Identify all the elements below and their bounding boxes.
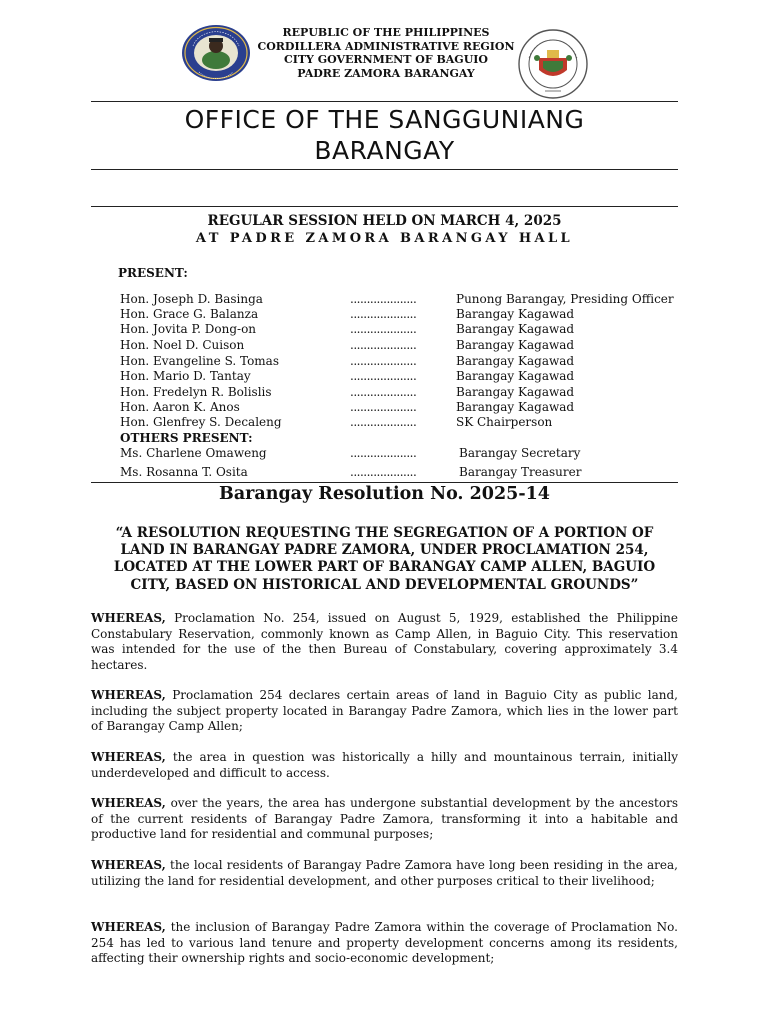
attendee-role: SK Chairperson <box>456 415 553 429</box>
leader-dots: .................... <box>350 292 417 306</box>
attendee-name: Ms. Charlene Omaweng <box>120 446 267 460</box>
session-date: REGULAR SESSION HELD ON MARCH 4, 2025 <box>207 213 562 229</box>
attendee-role: Barangay Kagawad <box>456 385 575 399</box>
whereas-text: the local residents of Barangay Padre Zamora have long been residing in the area, utilizing the land for residential development, and other purposes critical to their livelihood; <box>91 858 678 888</box>
attendee-name: Hon. Noel D. Cuison <box>120 338 245 352</box>
other-attendee-row <box>0 465 768 481</box>
whereas-label: WHEREAS, <box>91 611 166 625</box>
attendee-role: Barangay Kagawad <box>456 354 575 368</box>
letterhead-line: CITY GOVERNMENT OF BAGUIO <box>283 53 489 66</box>
attendee-name: Hon. Mario D. Tantay <box>120 369 251 383</box>
office-title-line: BARANGAY <box>314 136 455 165</box>
session-heading <box>91 212 678 248</box>
attendee-role: Barangay Kagawad <box>456 322 575 336</box>
attendee-name: Hon. Fredelyn R. Bolislis <box>120 385 272 399</box>
whereas-text: the area in question was historically a hilly and mountainous terrain, initially underdeveloped and difficult to access. <box>91 750 678 780</box>
whereas-label: WHEREAS, <box>91 688 166 702</box>
letterhead-line: REPUBLIC OF THE PHILIPPINES <box>282 26 490 39</box>
other-attendee-row <box>0 446 768 462</box>
whereas-clause <box>91 611 678 673</box>
barangay-seal-icon <box>181 24 251 82</box>
whereas-clause <box>91 688 678 735</box>
attendee-role: Barangay Secretary <box>459 446 581 460</box>
office-title <box>91 104 678 166</box>
leader-dots: .................... <box>350 354 417 368</box>
attendee-row <box>0 415 768 431</box>
header-rule-top <box>91 101 678 102</box>
leader-dots: .................... <box>350 385 417 399</box>
attendee-name: Hon. Glenfrey S. Decaleng <box>120 415 282 429</box>
whereas-text: the inclusion of Barangay Padre Zamora within the coverage of Proclamation No. 254 has led to various land tenure and property development concerns among its residents, affecting their ownership rights and socio-economic development; <box>91 920 678 966</box>
baguio-city-seal-icon <box>517 28 589 100</box>
resolution-number: Barangay Resolution No. 2025-14 <box>219 484 550 504</box>
attendance-rule <box>91 482 678 483</box>
leader-dots: .................... <box>350 338 417 352</box>
attendee-name: Hon. Jovita P. Dong-on <box>120 322 257 336</box>
leader-dots: .................... <box>350 446 417 460</box>
attendee-row <box>0 385 768 401</box>
leader-dots: .................... <box>350 465 417 479</box>
attendee-role: Barangay Kagawad <box>456 338 575 352</box>
whereas-clause <box>91 796 678 843</box>
attendee-row <box>0 400 768 416</box>
session-venue: AT PADRE ZAMORA BARANGAY HALL <box>195 231 574 246</box>
leader-dots: .................... <box>350 400 417 414</box>
resolution-title: “A RESOLUTION REQUESTING THE SEGREGATION OF A PORTION OF LAND IN BARANGAY PADRE ZAMORA, UNDER PROCLAMATION 254, LOCATED AT THE LOWER PART OF BARANGAY CAMP ALLEN, BAGUIO CITY, BASED ON HISTORICAL AND DEVELOPMENTAL GROUNDS” <box>113 525 656 593</box>
attendee-role: Barangay Kagawad <box>456 369 575 383</box>
whereas-clause <box>91 858 678 889</box>
whereas-label: WHEREAS, <box>91 858 166 872</box>
attendee-name: Hon. Grace G. Balanza <box>120 307 259 321</box>
office-title-line: OFFICE OF THE SANGGUNIANG <box>184 105 585 134</box>
leader-dots: .................... <box>350 307 417 321</box>
leader-dots: .................... <box>350 415 417 429</box>
whereas-text: Proclamation No. 254, issued on August 5, 1929, established the Philippine Constabulary Reservation, commonly known as Camp Allen, in Baguio City. This reservation was intended for the use of the then Bureau of Constabulary, covering approximately 3.4 hectares. <box>91 611 678 672</box>
letterhead-text <box>246 26 526 80</box>
whereas-text: over the years, the area has undergone substantial development by the ancestors of the current residents of Barangay Padre Zamora, transforming it into a habitable and productive land for residential and communal purposes; <box>91 796 678 842</box>
header-rule-bottom <box>91 169 678 170</box>
session-rule <box>91 206 678 207</box>
attendee-name: Hon. Joseph D. Basinga <box>120 292 263 306</box>
attendee-name: Hon. Aaron K. Anos <box>120 400 240 414</box>
whereas-label: WHEREAS, <box>91 796 166 810</box>
others-present-label: OTHERS PRESENT: <box>120 431 253 445</box>
attendee-row <box>0 338 768 354</box>
letterhead <box>0 24 768 84</box>
attendee-name: Hon. Evangeline S. Tomas <box>120 354 279 368</box>
attendee-role: Barangay Kagawad <box>456 307 575 321</box>
attendee-role: Barangay Kagawad <box>456 400 575 414</box>
attendee-row <box>0 354 768 370</box>
attendee-row <box>0 322 768 338</box>
attendee-role: Barangay Treasurer <box>459 465 582 479</box>
whereas-label: WHEREAS, <box>91 920 166 934</box>
attendee-row <box>0 307 768 323</box>
attendee-name: Ms. Rosanna T. Osita <box>120 465 248 479</box>
letterhead-line: CORDILLERA ADMINISTRATIVE REGION <box>257 39 515 53</box>
whereas-clause <box>91 750 678 781</box>
whereas-clause <box>91 920 678 967</box>
whereas-text: Proclamation 254 declares certain areas of land in Baguio City as public land, including the subject property located in Barangay Padre Zamora, which lies in the lower part of Barangay Camp Allen; <box>91 688 678 734</box>
leader-dots: .................... <box>350 369 417 383</box>
letterhead-line: PADRE ZAMORA BARANGAY <box>297 66 475 80</box>
whereas-label: WHEREAS, <box>91 750 166 764</box>
leader-dots: .................... <box>350 322 417 336</box>
attendee-row <box>0 369 768 385</box>
attendee-row <box>0 292 768 308</box>
present-label: PRESENT: <box>118 266 188 280</box>
attendee-role: Punong Barangay, Presiding Officer <box>456 292 674 306</box>
